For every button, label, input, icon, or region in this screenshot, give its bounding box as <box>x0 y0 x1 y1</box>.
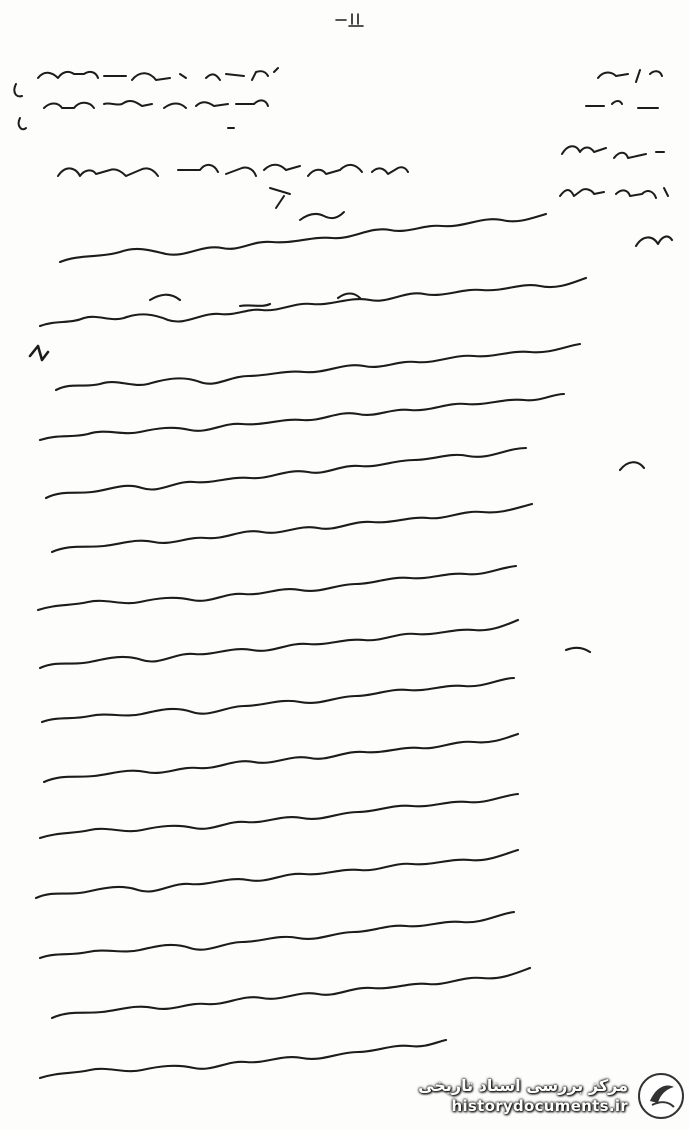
archive-logo-icon <box>636 1071 686 1121</box>
watermark-name: مرکز بررسی اسناد تاریخی <box>418 1076 628 1095</box>
page-number-mark <box>336 14 363 26</box>
header-code-line <box>58 165 408 220</box>
header-reference-numbers <box>14 68 278 129</box>
header-labels-right <box>560 70 668 198</box>
watermark-text <box>418 1076 628 1116</box>
archive-watermark <box>396 1066 686 1126</box>
letter-body-text <box>30 214 672 1078</box>
watermark-url: historydocuments.ir <box>451 1097 628 1115</box>
